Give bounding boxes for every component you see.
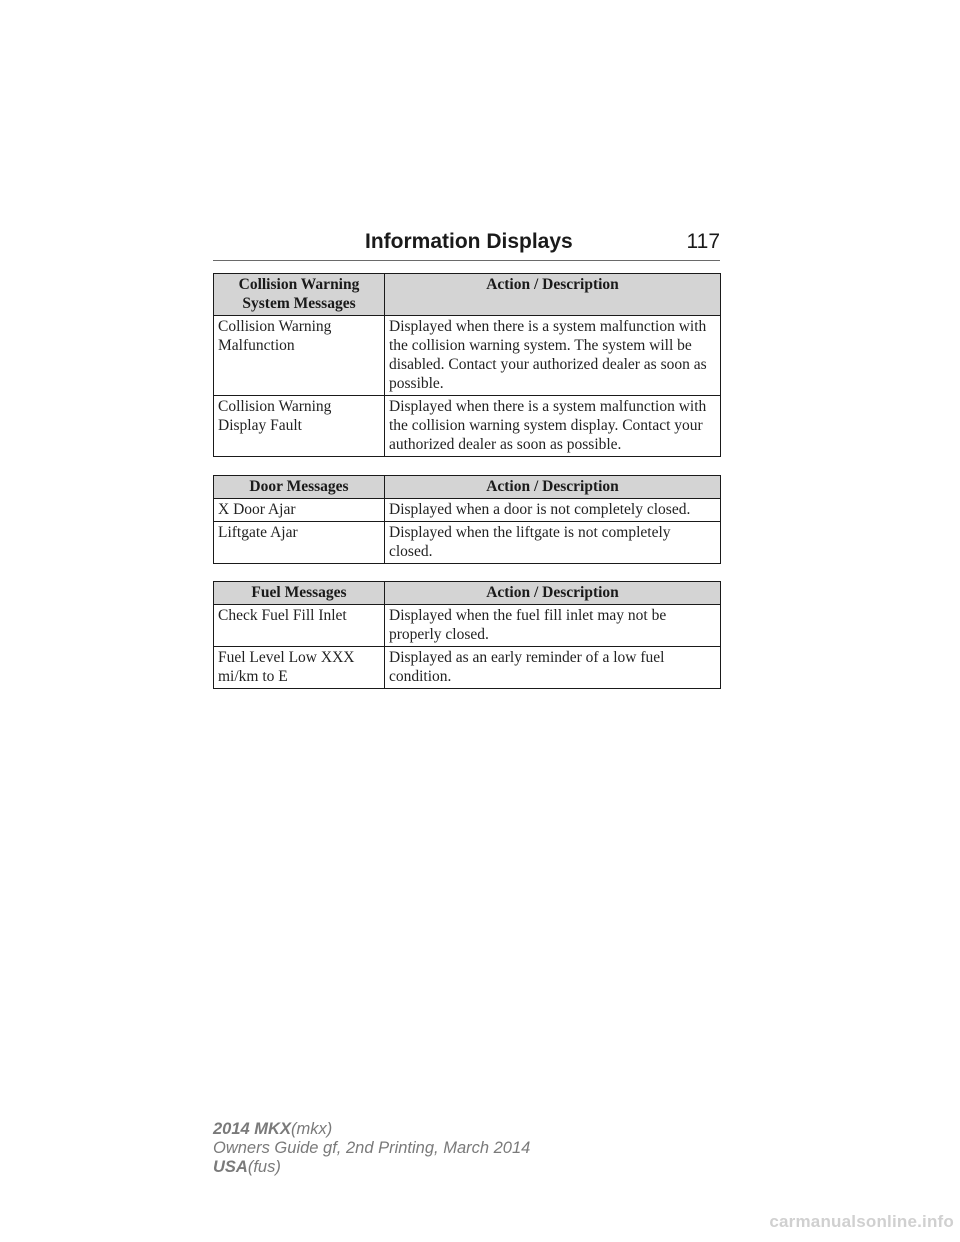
table-header-row (214, 582, 721, 605)
column-header: Door Messages (214, 476, 385, 499)
message-cell: Check Fuel Fill Inlet (214, 605, 385, 647)
description-cell: Displayed when the liftgate is not completely closed. (385, 522, 721, 564)
footer-market-line (213, 1158, 530, 1177)
footer-model-line (213, 1120, 530, 1139)
footer-edition: Owners Guide gf, 2nd Printing, March 2014 (213, 1139, 531, 1157)
table-header-row (214, 476, 721, 499)
table-row (214, 316, 721, 396)
column-header: Action / Description (385, 476, 721, 499)
footer-market: USA (213, 1158, 248, 1176)
table-row (214, 605, 721, 647)
description-cell: Displayed as an early reminder of a low fuel condition. (385, 647, 721, 689)
column-header: Collision Warning System Messages (214, 274, 385, 316)
page-header (213, 230, 720, 261)
column-header: Action / Description (385, 582, 721, 605)
column-header: Action / Description (385, 274, 721, 316)
footer-model-code: (mkx) (290, 1120, 333, 1138)
description-cell: Displayed when there is a system malfunction with the collision warning system display. Contact your authorized dealer as soon as possible. (385, 396, 721, 457)
page-number: 117 (686, 230, 720, 253)
table-row (214, 647, 721, 689)
table-row (214, 499, 721, 522)
table-header-row (214, 274, 721, 316)
message-cell: X Door Ajar (214, 499, 385, 522)
fuel-messages-table (213, 581, 721, 689)
column-header: Fuel Messages (214, 582, 385, 605)
table-row (214, 396, 721, 457)
door-messages-table (213, 475, 721, 564)
footer-market-code: (fus) (247, 1158, 281, 1176)
description-cell: Displayed when there is a system malfunction with the collision warning system. The system will be disabled. Contact your authorized dealer as soon as possible. (385, 316, 721, 396)
document-footer (213, 1120, 530, 1177)
watermark: carmanualsonline.info (769, 1212, 954, 1231)
section-title: Information Displays (365, 230, 573, 253)
message-cell: Collision Warning Display Fault (214, 396, 385, 457)
description-cell: Displayed when the fuel fill inlet may not be properly closed. (385, 605, 721, 647)
footer-model: 2014 MKX (213, 1120, 291, 1138)
message-cell: Fuel Level Low XXX mi/km to E (214, 647, 385, 689)
table-row (214, 522, 721, 564)
description-cell: Displayed when a door is not completely closed. (385, 499, 721, 522)
collision-warning-messages-table (213, 273, 721, 457)
message-cell: Liftgate Ajar (214, 522, 385, 564)
message-cell: Collision Warning Malfunction (214, 316, 385, 396)
